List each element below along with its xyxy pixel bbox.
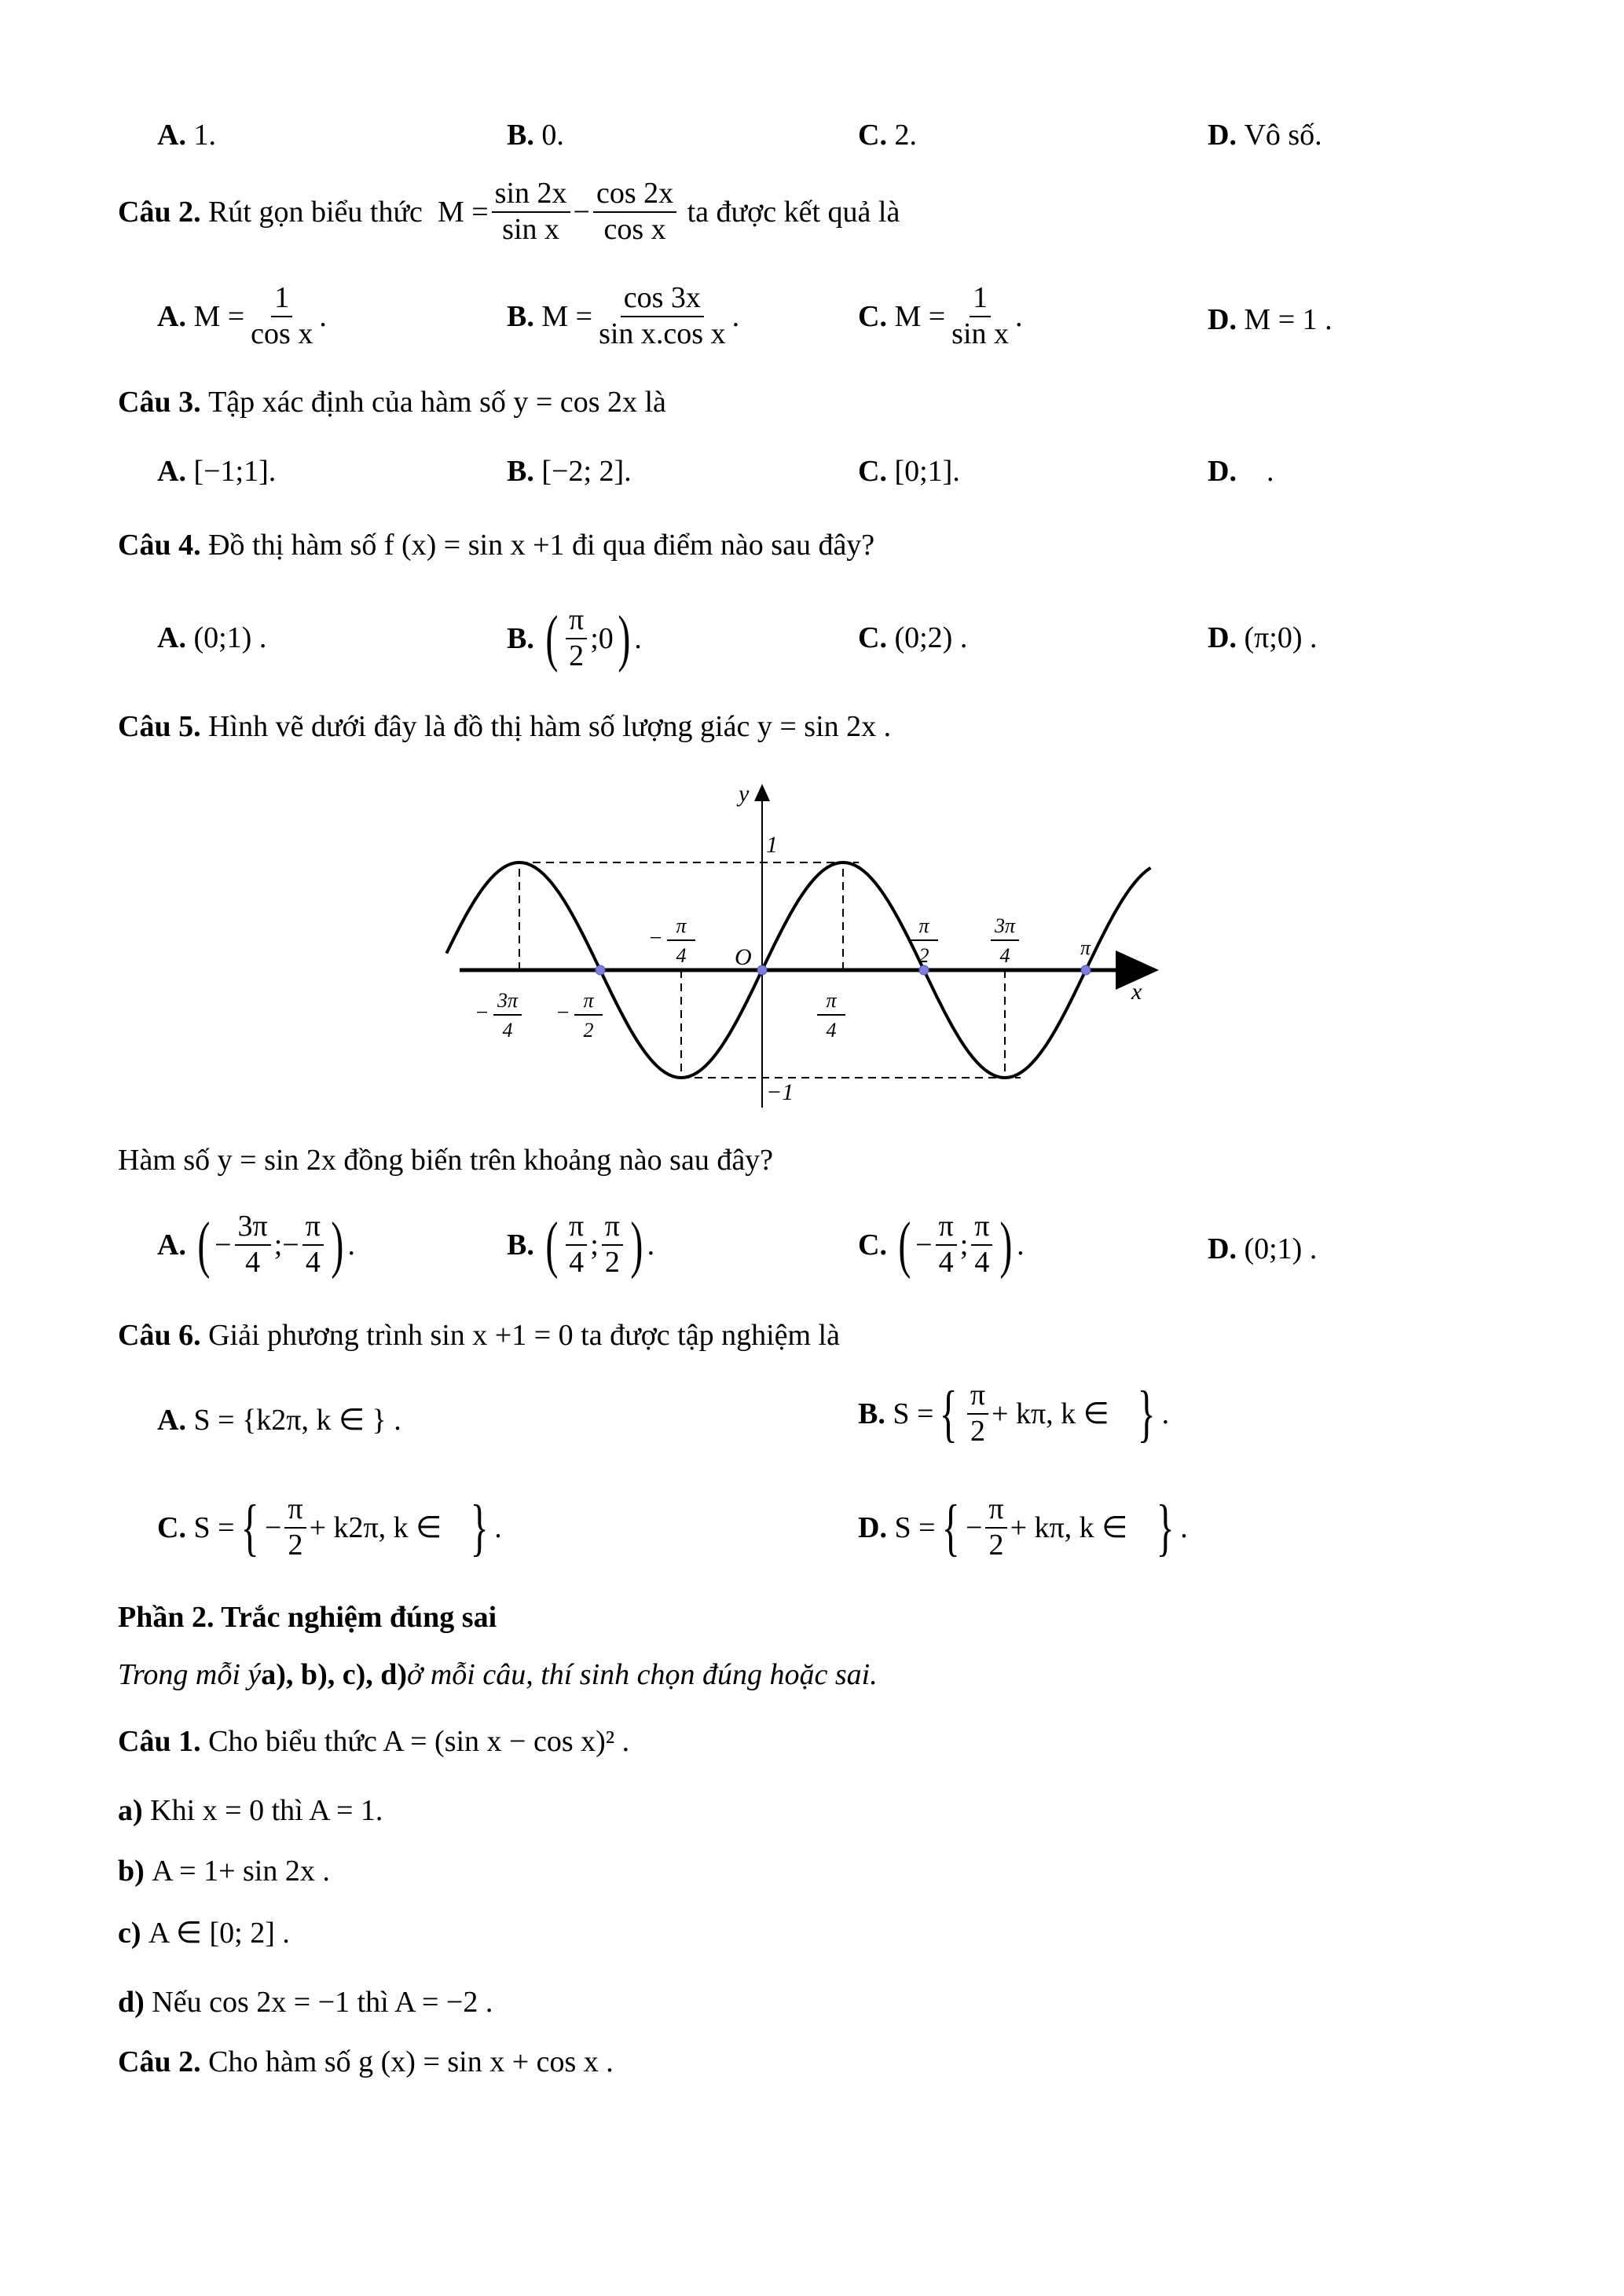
y-minus-one-label: −1 [766, 1079, 794, 1105]
tick-label [817, 989, 845, 1042]
q5-stem: Câu 5. Hình vẽ dưới đây là đồ thị hàm số lượng giác y = sin 2x . [118, 710, 892, 743]
q5-question: Hàm số y = sin 2x đồng biến trên khoảng nào sau đây? [118, 1144, 774, 1177]
p2-q1-item-b: b) A = 1+ sin 2x . [118, 1855, 330, 1888]
q5-option-b: B. ( $\frac{\pi}{4}$ ; $\frac{\pi}{2}$ ) . [507, 1210, 655, 1280]
tick-denominator: 4 [676, 944, 687, 967]
tick-numerator: π [918, 914, 929, 937]
q5-option-a: A. ( − $\frac{3\pi}{4}$ ;− $\frac{\pi}{4}$ ) . [157, 1210, 356, 1280]
tick-numerator: π [676, 914, 687, 937]
x-pi-label: π [1080, 936, 1091, 959]
origin-label: O [735, 944, 752, 970]
p2-q2-stem: Câu 2. Cho hàm số g (x) = sin x + cos x . [118, 2045, 614, 2078]
q3-stem: Câu 3. Tập xác định của hàm số y = cos 2x là [118, 386, 666, 419]
zero-point [1081, 965, 1091, 975]
tick-label [648, 914, 695, 967]
q3-option-d: D. . [1208, 455, 1274, 488]
q4-option-c: C. (0;2) . [858, 621, 968, 654]
q2-option-c: C. M = $\frac{1}{\text{sin x}}$ . [858, 281, 1023, 350]
q3-option-b: B. [−2; 2]. [507, 455, 632, 488]
q1-option-a: A. 1. [157, 119, 216, 152]
tick-label [910, 914, 938, 967]
tick-label [475, 989, 522, 1042]
q6-option-c: C. S = { − $\frac{\pi}{2}$ + k2π, k ∈ } . [157, 1492, 502, 1562]
q6-stem: Câu 6. Giải phương trình sin x +1 = 0 ta được tập nghiệm là [118, 1319, 840, 1352]
tick-denominator: 4 [502, 1019, 513, 1042]
q2-option-d: D. M = 1 . [1208, 303, 1333, 336]
q3-option-a: A. [−1;1]. [157, 455, 277, 488]
zero-point [757, 965, 767, 975]
part2-title: Phần 2. Trắc nghiệm đúng sai [118, 1601, 497, 1634]
q3-option-c: C. [0;1]. [858, 455, 960, 488]
q4-option-b: B. ( $\frac{\pi}{2}$ ;0 ) . [507, 603, 642, 673]
q4-option-d: D. (π;0) . [1208, 621, 1318, 654]
tick-denominator: 4 [826, 1019, 837, 1042]
x-axis-label: x [1131, 979, 1142, 1005]
tick-sign: − [555, 1001, 570, 1025]
q5-option-c: C. ( − $\frac{\pi}{4}$ ; $\frac{\pi}{4}$ ) . [858, 1210, 1025, 1280]
zero-point [596, 965, 605, 975]
tick-numerator: π [583, 989, 594, 1012]
q2-option-a: A. M = $\frac{1}{\text{cos x}}$ . [157, 281, 327, 350]
q2-option-b: B. M = $\frac{\cos 3x}{\text{sin x.cos x}}$ . [507, 281, 740, 350]
tick-sign: − [648, 926, 663, 950]
tick-denominator: 4 [999, 944, 1010, 967]
q4-option-a: A. (0;1) . [157, 621, 267, 654]
y-one-label: 1 [766, 832, 778, 858]
p2-q1-item-d: d) Nếu cos 2x = −1 thì A = −2 . [118, 1986, 493, 2019]
q6-option-b: B. S = { $\frac{\pi}{2}$ + kπ, k ∈ } . [858, 1379, 1170, 1448]
part2-instruction: Trong mỗi ý a), b), c), d) ở mỗi câu, thí sinh chọn đúng hoặc sai. [118, 1658, 878, 1691]
tick-label [555, 989, 603, 1042]
q6-option-d: D. S = { − $\frac{\pi}{2}$ + kπ, k ∈ } . [858, 1492, 1188, 1562]
tick-denominator: 2 [583, 1019, 594, 1042]
q2-stem: Câu 2. Rút gọn biểu thức M = $\frac{\sin 2x}{\text{sin x}}$ − $\frac{\cos 2x}{\text{cos x}}$ ta được kết quả là [118, 177, 900, 246]
tick-numerator: 3π [497, 989, 519, 1012]
q4-stem: Câu 4. Đồ thị hàm số f (x) = sin x +1 đi qua điểm nào sau đây? [118, 529, 875, 562]
q1-option-c: C. 2. [858, 119, 917, 152]
q5-option-d: D. (0;1) . [1208, 1232, 1318, 1265]
q1-option-d: D. Vô số. [1208, 119, 1322, 152]
p2-q1-stem: Câu 1. Cho biểu thức A = (sin x − cos x)² . [118, 1725, 630, 1758]
tick-denominator: 2 [918, 944, 929, 967]
q1-option-b: B. 0. [507, 119, 564, 152]
tick-numerator: π [826, 989, 837, 1012]
y-axis-label: y [739, 781, 750, 807]
tick-label [991, 914, 1019, 967]
tick-sign: − [475, 1001, 489, 1025]
tick-numerator: 3π [994, 914, 1016, 937]
p2-q1-item-a: a) Khi x = 0 thì A = 1. [118, 1794, 383, 1827]
p2-q1-item-c: c) A ∈ [0; 2] . [118, 1916, 290, 1950]
q6-option-a: A. S = {k2π, k ∈ } . [157, 1403, 401, 1437]
